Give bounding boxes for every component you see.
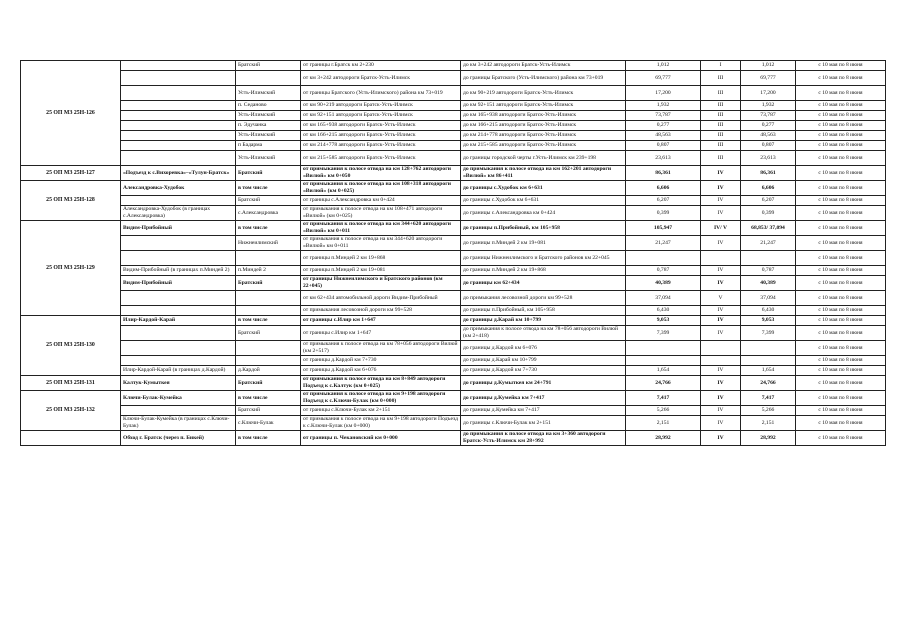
restriction-period-cell: с 10 мая по 8 июня (796, 71, 886, 86)
restricted-length-cell: 9,053 (741, 316, 796, 326)
category-cell: III (701, 71, 741, 86)
road-name-cell (121, 71, 236, 86)
restricted-length-cell: 0,807 (741, 141, 796, 151)
segment-start-cell: от границы п.Миндей 2 км 19+868 (301, 251, 461, 266)
district-cell: Братский (236, 406, 301, 416)
table-row (21, 61, 886, 71)
length-cell: 23,613 (626, 151, 701, 166)
restriction-period-cell: с 10 мая по 8 июня (796, 131, 886, 141)
district-cell (236, 291, 301, 306)
district-cell: п.Миндей 2 (236, 266, 301, 276)
length-cell: 1,932 (626, 101, 701, 111)
restriction-period-cell: с 10 мая по 8 июня (796, 121, 886, 131)
district-cell: Братский (236, 326, 301, 341)
length-cell (626, 341, 701, 356)
restriction-period-cell: с 10 мая по 8 июня (796, 181, 886, 196)
restriction-period-cell: с 10 мая по 8 июня (796, 406, 886, 416)
length-cell: 69,777 (626, 71, 701, 86)
restriction-period-cell: с 10 мая по 8 июня (796, 141, 886, 151)
segment-end-cell: до границы д.Кардой км 6+076 (461, 341, 626, 356)
table-row (21, 306, 886, 316)
segment-end-cell: до км 214+778 автодороги Братск-Усть-Илимск (461, 131, 626, 141)
table-body (21, 61, 886, 446)
category-cell (701, 251, 741, 266)
length-cell: 6,606 (626, 181, 701, 196)
table-row (21, 376, 886, 391)
length-cell: 73,787 (626, 111, 701, 121)
segment-end-cell: до границы п.Миндей 2 км 19+868 (461, 266, 626, 276)
length-cell (626, 251, 701, 266)
segment-start-cell: от км 62+434 автомобильной дороги Видим-Прибойный (301, 291, 461, 306)
restriction-period-cell: с 10 мая по 8 июня (796, 431, 886, 446)
length-cell: 48,563 (626, 131, 701, 141)
district-cell: Усть-Илимский (236, 111, 301, 121)
road-name-cell: Александровка-Худобок (121, 181, 236, 196)
restriction-period-cell: с 10 мая по 8 июня (796, 366, 886, 376)
restriction-period-cell: с 10 мая по 8 июня (796, 151, 886, 166)
restriction-period-cell: с 10 мая по 8 июня (796, 236, 886, 251)
segment-end-cell: до км 165+938 автодороги Братск-Усть-Илимск (461, 111, 626, 121)
restricted-length-cell: 7,399 (741, 326, 796, 341)
district-cell: в том числе (236, 316, 301, 326)
length-cell: 86,361 (626, 166, 701, 181)
segment-start-cell: от км 3+242 автодороги Братск-Усть-Илимск (301, 71, 461, 86)
road-name-cell (121, 406, 236, 416)
restricted-length-cell: 6,606 (741, 181, 796, 196)
length-cell: 1,012 (626, 61, 701, 71)
table-row (21, 406, 886, 416)
district-cell: Братский (236, 196, 301, 206)
category-cell: IV (701, 431, 741, 446)
road-code-cell: 25 ОП МЗ 25Н-132 (21, 391, 121, 431)
district-cell: Усть-Илимский (236, 86, 301, 101)
district-cell: д.Кардой (236, 366, 301, 376)
segment-end-cell: до границы п.Прибойный, км 105+958 (461, 221, 626, 236)
road-name-cell (121, 291, 236, 306)
category-cell: I (701, 61, 741, 71)
district-cell (236, 356, 301, 366)
restriction-period-cell: с 10 мая по 8 июня (796, 316, 886, 326)
length-cell: 40,389 (626, 276, 701, 291)
segment-start-cell: от границы д.Кардой км 7+730 (301, 356, 461, 366)
district-cell (236, 306, 301, 316)
road-name-cell: Ключи-Булак-Кумейка (в границах с.Ключи-Булак) (121, 416, 236, 431)
restriction-period-cell: с 10 мая по 8 июня (796, 266, 886, 276)
road-name-cell (121, 141, 236, 151)
road-name-cell: Видим-Прибойный (в границах п.Миндей 2) (121, 266, 236, 276)
road-name-cell: Видим-Прибойный (121, 276, 236, 291)
road-name-cell (121, 131, 236, 141)
segment-start-cell: от границы п. Чекановский км 0+000 (301, 431, 461, 446)
restriction-period-cell: с 10 мая по 8 июня (796, 291, 886, 306)
road-name-cell (121, 341, 236, 356)
segment-start-cell: от границы д.Кардой км 6+076 (301, 366, 461, 376)
segment-start-cell: от км 166+215 автодороги Братск-Усть-Илимск (301, 131, 461, 141)
road-name-cell (121, 306, 236, 316)
restriction-period-cell: с 10 мая по 8 июня (796, 326, 886, 341)
length-cell: 24,766 (626, 376, 701, 391)
restricted-length-cell (741, 251, 796, 266)
segment-start-cell: от км 92+151 автодороги Братск-Усть-Илимск (301, 111, 461, 121)
category-cell: III (701, 141, 741, 151)
segment-start-cell: от границы с.Ключи-Булак км 2+151 (301, 406, 461, 416)
category-cell: III (701, 86, 741, 101)
restriction-period-cell: с 10 мая по 8 июня (796, 306, 886, 316)
length-cell: 9,053 (626, 316, 701, 326)
district-cell: в том числе (236, 181, 301, 196)
segment-start-cell: от примыкания к полосе отвода на км 128+762 автодороги «Вилюй» км 0+050 (301, 166, 461, 181)
road-restriction-table-page (20, 60, 885, 446)
length-cell: 0,787 (626, 266, 701, 276)
length-cell: 7,399 (626, 326, 701, 341)
restriction-period-cell: с 10 мая по 8 июня (796, 166, 886, 181)
segment-end-cell: до границы Нижнеилимского и Братского районов км 22+045 (461, 251, 626, 266)
district-cell: п Бадарма (236, 141, 301, 151)
restriction-period-cell: с 10 мая по 8 июня (796, 376, 886, 391)
restriction-period-cell: с 10 мая по 8 июня (796, 206, 886, 221)
category-cell: IV (701, 306, 741, 316)
restriction-period-cell: с 10 мая по 8 июня (796, 86, 886, 101)
category-cell: III (701, 151, 741, 166)
road-restriction-table (20, 60, 886, 446)
restricted-length-cell: 73,787 (741, 111, 796, 121)
restricted-length-cell: 23,613 (741, 151, 796, 166)
length-cell: 37,094 (626, 291, 701, 306)
road-code-cell: 25 ОП МЗ 25Н-129 (21, 221, 121, 316)
table-row (21, 151, 886, 166)
table-row (21, 166, 886, 181)
road-name-cell (121, 86, 236, 101)
segment-start-cell: от примыкания к полосе отвода на км 8+849 автодороги Подъезд к с.Калтук (км 0+025) (301, 376, 461, 391)
road-name-cell: Калтук-Кумыткея (121, 376, 236, 391)
road-name-cell (121, 101, 236, 111)
segment-end-cell: до границы п.Прибойный, км 105+958 (461, 306, 626, 316)
road-name-cell (121, 251, 236, 266)
category-cell: IV (701, 406, 741, 416)
restriction-period-cell: с 10 мая по 8 июня (796, 221, 886, 236)
restriction-period-cell: с 10 мая по 8 июня (796, 101, 886, 111)
district-cell (236, 71, 301, 86)
category-cell: IV (701, 326, 741, 341)
length-cell: 28,992 (626, 431, 701, 446)
length-cell (626, 356, 701, 366)
road-name-cell (121, 196, 236, 206)
segment-end-cell: до км 3+242 автодороги Братск-Усть-Илимск (461, 61, 626, 71)
segment-end-cell: до границы д.Кумыткея км 24+791 (461, 376, 626, 391)
length-cell: 7,417 (626, 391, 701, 406)
segment-end-cell: до границы с.Худобок км 6+631 (461, 196, 626, 206)
segment-end-cell: до границы п.Миндей 2 км 19+081 (461, 236, 626, 251)
segment-start-cell: от границы г.Братск км 2+230 (301, 61, 461, 71)
category-cell: III (701, 101, 741, 111)
restricted-length-cell: 40,389 (741, 276, 796, 291)
segment-end-cell: до км 215+585 автодороги Братск-Усть-Илимск (461, 141, 626, 151)
table-row (21, 391, 886, 406)
district-cell: Нижнеилимский (236, 236, 301, 251)
district-cell: Братский (236, 61, 301, 71)
restricted-length-cell: 86,361 (741, 166, 796, 181)
district-cell: Усть-Илимский (236, 151, 301, 166)
restricted-length-cell: 21,247 (741, 236, 796, 251)
segment-end-cell: до границы д.Кумейка км 7+417 (461, 406, 626, 416)
restricted-length-cell: 0,787 (741, 266, 796, 276)
segment-start-cell: от границы с.Илир км 1+647 (301, 326, 461, 341)
table-row (21, 326, 886, 341)
road-name-cell: Александровка-Худобок (в границах с.Александровка) (121, 206, 236, 221)
category-cell: IV (701, 196, 741, 206)
table-row (21, 276, 886, 291)
table-row (21, 101, 886, 111)
table-row (21, 251, 886, 266)
restricted-length-cell: 6,430 (741, 306, 796, 316)
restricted-length-cell: 1,654 (741, 366, 796, 376)
segment-end-cell: до границы с.Александровка км 0+424 (461, 206, 626, 221)
district-cell: с.Ключи-Булак (236, 416, 301, 431)
road-code-cell: 25 ОП МЗ 25Н-126 (21, 61, 121, 166)
segment-end-cell: до примыкания к полосе отвода на км 3+360 автодороги Братск-Усть-Илимск км 28+992 (461, 431, 626, 446)
road-code-cell (21, 431, 121, 446)
segment-end-cell: до км 90+219 автодороги Братск-Усть-Илимск (461, 86, 626, 101)
road-name-cell: Обход г. Братск (через п. Бикей) (121, 431, 236, 446)
category-cell: III (701, 131, 741, 141)
restricted-length-cell (741, 356, 796, 366)
category-cell: IV (701, 266, 741, 276)
length-cell: 21,247 (626, 236, 701, 251)
length-cell: 0,399 (626, 206, 701, 221)
length-cell: 17,200 (626, 86, 701, 101)
segment-start-cell: от примыкания лесовозной дороги км 99+528 (301, 306, 461, 316)
restriction-period-cell: с 10 мая по 8 июня (796, 276, 886, 291)
restricted-length-cell: 2,151 (741, 416, 796, 431)
table-row (21, 356, 886, 366)
road-name-cell (121, 236, 236, 251)
category-cell: IV/ V (701, 221, 741, 236)
restricted-length-cell: 48,563 (741, 131, 796, 141)
table-row (21, 111, 886, 121)
segment-end-cell: до границы городской черты г.Усть-Илимск км 239+198 (461, 151, 626, 166)
segment-start-cell: от км 90+219 автодороги Братск-Усть-Илимск (301, 101, 461, 111)
segment-start-cell: от примыкания к полосе отвода на км 108+318 автодороги «Вилюй» (км 0+025) (301, 181, 461, 196)
segment-start-cell: от примыкания к полосе отвода на км 9+198 автодороги Подъезд к с.Ключи-Булак (км 0+000) (301, 416, 461, 431)
segment-start-cell: от границы Нижнеилимского и Братского районов (км 22+045) (301, 276, 461, 291)
table-row (21, 416, 886, 431)
road-name-cell: Ключи-Булак-Кумейка (121, 391, 236, 406)
segment-start-cell: от примыкания к полосе отвода на км 108+471 автодороги «Вилюй» (км 0+025) (301, 206, 461, 221)
road-name-cell: Илир-Кардой-Карай (в границах д.Кардой) (121, 366, 236, 376)
table-row (21, 221, 886, 236)
table-row (21, 431, 886, 446)
road-code-cell: 25 ОП МЗ 25Н-128 (21, 181, 121, 221)
category-cell (701, 341, 741, 356)
segment-end-cell: до границы д.Кардой км 7+730 (461, 366, 626, 376)
length-cell: 1,654 (626, 366, 701, 376)
restricted-length-cell: 37,094 (741, 291, 796, 306)
restriction-period-cell: с 10 мая по 8 июня (796, 111, 886, 121)
segment-end-cell: до границы с.Ключи-Булак км 2+151 (461, 416, 626, 431)
road-code-cell: 25 ОП МЗ 25Н-131 (21, 376, 121, 391)
table-row (21, 206, 886, 221)
category-cell: III (701, 121, 741, 131)
restricted-length-cell: 5,266 (741, 406, 796, 416)
district-cell: в том числе (236, 391, 301, 406)
road-name-cell: Илир-Кардой-Карай (121, 316, 236, 326)
category-cell: V (701, 291, 741, 306)
table-row (21, 131, 886, 141)
table-row (21, 291, 886, 306)
road-name-cell: «Подъезд к с.Вихоревка»–«Тулун-Братск» (121, 166, 236, 181)
restricted-length-cell: 0,399 (741, 206, 796, 221)
restricted-length-cell: 0,277 (741, 121, 796, 131)
segment-start-cell: от границы с.Илир км 1+647 (301, 316, 461, 326)
category-cell: IV (701, 166, 741, 181)
segment-start-cell: от км 215+585 автодороги Братск-Усть-Илимск (301, 151, 461, 166)
category-cell: IV (701, 416, 741, 431)
category-cell: IV (701, 376, 741, 391)
segment-start-cell: от примыкания к полосе отвода на км 9+198 автодороги Подъезд к с.Ключи-Булак (км 0+000) (301, 391, 461, 406)
category-cell: IV (701, 366, 741, 376)
road-name-cell (121, 326, 236, 341)
road-name-cell (121, 151, 236, 166)
road-name-cell (121, 356, 236, 366)
road-name-cell (121, 111, 236, 121)
category-cell: III (701, 111, 741, 121)
segment-end-cell: до примыкания к полосе отвода на км 78+056 автодороги Вилюй (км 2+418) (461, 326, 626, 341)
restricted-length-cell: 17,200 (741, 86, 796, 101)
segment-end-cell: до границы д.Карай км 10+799 (461, 316, 626, 326)
segment-start-cell: от примыкания к полосе отвода на км 78+056 автодороги Вилюй (км 2+517) (301, 341, 461, 356)
table-row (21, 141, 886, 151)
table-row (21, 341, 886, 356)
segment-end-cell: до примыкания к полосе отвода на км 162+201 автодороги «Вилюй» км 86+411 (461, 166, 626, 181)
restriction-period-cell: с 10 мая по 8 июня (796, 196, 886, 206)
restricted-length-cell: 1,012 (741, 61, 796, 71)
restricted-length-cell: 6,207 (741, 196, 796, 206)
table-row (21, 86, 886, 101)
restricted-length-cell (741, 341, 796, 356)
table-row (21, 196, 886, 206)
district-cell: п. Седаново (236, 101, 301, 111)
table-row (21, 316, 886, 326)
district-cell: Братский (236, 376, 301, 391)
category-cell: IV (701, 391, 741, 406)
restricted-length-cell: 68,853/ 37,094 (741, 221, 796, 236)
length-cell: 6,430 (626, 306, 701, 316)
segment-start-cell: от км 214+778 автодороги Братск-Усть-Илимск (301, 141, 461, 151)
segment-start-cell: от границы п.Миндей 2 км 19+081 (301, 266, 461, 276)
table-row (21, 121, 886, 131)
restriction-period-cell: с 10 мая по 8 июня (796, 416, 886, 431)
segment-start-cell: от примыкания к полосе отвода на км 344+620 автодороги «Вилюй» км 0+011 (301, 236, 461, 251)
district-cell: с.Александровка (236, 206, 301, 221)
road-code-cell: 25 ОП МЗ 25Н-130 (21, 316, 121, 376)
road-code-cell: 25 ОП МЗ 25Н-127 (21, 166, 121, 181)
segment-end-cell: до границы Братского (Усть-Илимского) района км 73+019 (461, 71, 626, 86)
restriction-period-cell: с 10 мая по 8 июня (796, 341, 886, 356)
restricted-length-cell: 7,417 (741, 391, 796, 406)
restricted-length-cell: 24,766 (741, 376, 796, 391)
length-cell: 5,266 (626, 406, 701, 416)
length-cell: 0,277 (626, 121, 701, 131)
district-cell (236, 251, 301, 266)
segment-end-cell: до границы д.Кумейка км 7+417 (461, 391, 626, 406)
table-row (21, 236, 886, 251)
restriction-period-cell: с 10 мая по 8 июня (796, 251, 886, 266)
category-cell: IV (701, 181, 741, 196)
table-row (21, 266, 886, 276)
category-cell: IV (701, 206, 741, 221)
segment-end-cell: до км 166+215 автодороги Братск-Усть-Илимск (461, 121, 626, 131)
length-cell: 2,151 (626, 416, 701, 431)
restricted-length-cell: 1,932 (741, 101, 796, 111)
category-cell (701, 356, 741, 366)
district-cell (236, 341, 301, 356)
restricted-length-cell: 28,992 (741, 431, 796, 446)
district-cell: в том числе (236, 431, 301, 446)
table-row (21, 366, 886, 376)
road-name-cell (121, 61, 236, 71)
segment-end-cell: до км 92+151 автодороги Братск-Усть-Илимск (461, 101, 626, 111)
restriction-period-cell: с 10 мая по 8 июня (796, 356, 886, 366)
restriction-period-cell: с 10 мая по 8 июня (796, 61, 886, 71)
road-name-cell: Видим-Прибойный (121, 221, 236, 236)
restriction-period-cell: с 10 мая по 8 июня (796, 391, 886, 406)
segment-end-cell: до границы с.Худобок км 6+631 (461, 181, 626, 196)
district-cell: Усть-Илимский (236, 131, 301, 141)
segment-end-cell: до границы д.Карай км 10+799 (461, 356, 626, 366)
district-cell: Братский (236, 166, 301, 181)
category-cell: IV (701, 236, 741, 251)
district-cell: Братский (236, 276, 301, 291)
district-cell: в том числе (236, 221, 301, 236)
table-row (21, 181, 886, 196)
segment-start-cell: от примыкания к полосе отвода на км 344+620 автодороги «Вилюй» км 0+011 (301, 221, 461, 236)
segment-end-cell: до границы км 62+434 (461, 276, 626, 291)
table-row (21, 71, 886, 86)
category-cell: IV (701, 276, 741, 291)
segment-start-cell: от границы с.Александровка км 0+424 (301, 196, 461, 206)
district-cell: п. Эдучанка (236, 121, 301, 131)
segment-start-cell: от границы Братского (Усть-Илимского) района км 73+019 (301, 86, 461, 101)
length-cell: 105,947 (626, 221, 701, 236)
road-name-cell (121, 121, 236, 131)
segment-start-cell: от км 165+938 автодороги Братск-Усть-Илимск (301, 121, 461, 131)
segment-end-cell: до примыкания лесовозной дороги км 99+528 (461, 291, 626, 306)
category-cell: IV (701, 316, 741, 326)
length-cell: 0,807 (626, 141, 701, 151)
length-cell: 6,207 (626, 196, 701, 206)
restricted-length-cell: 69,777 (741, 71, 796, 86)
